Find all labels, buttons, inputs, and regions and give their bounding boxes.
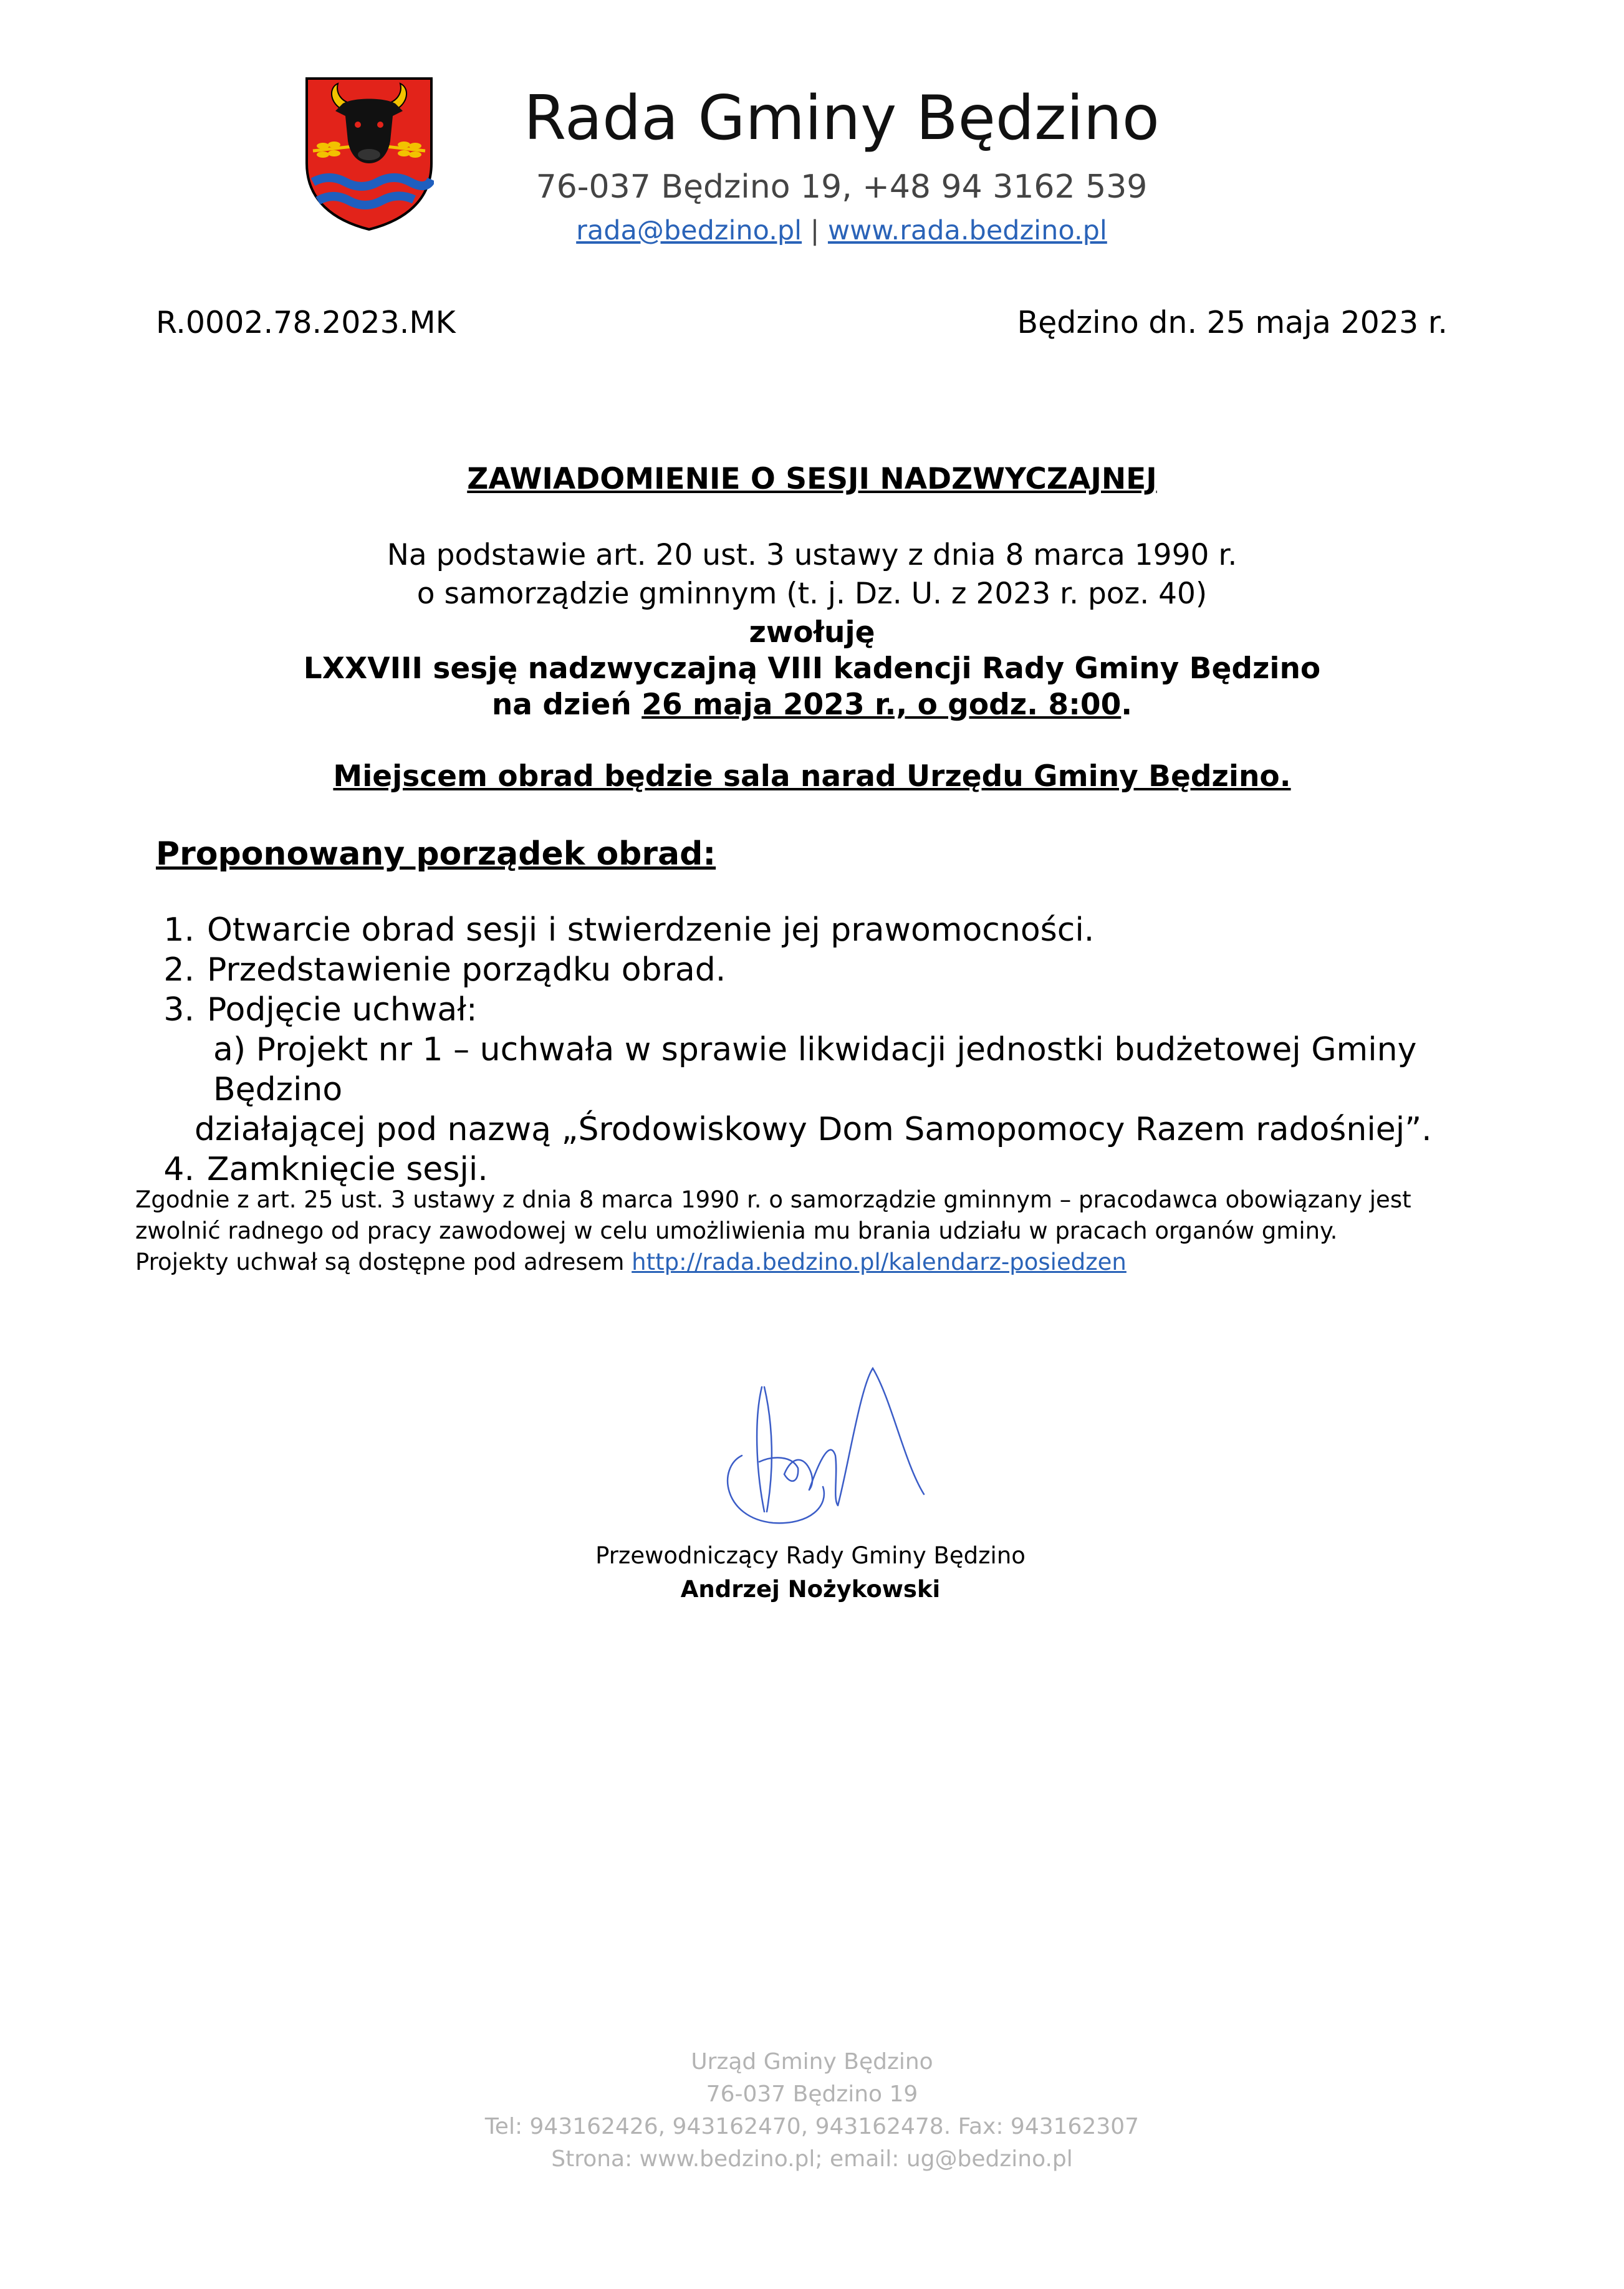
- footer-office-name: Urząd Gminy Będzino: [691, 2049, 933, 2075]
- session-date-suffix: .: [1121, 688, 1133, 722]
- session-date: [0, 686, 1624, 724]
- drafts-prefix: Projekty uchwał są dostępne pod adresem: [135, 1249, 632, 1275]
- coat-of-arms-icon: [304, 76, 434, 231]
- footer-phone-fax: Tel: 943162426, 943162470, 943162478. Fax: 943162307: [484, 2114, 1140, 2139]
- employer-obligation-text: Zgodnie z art. 25 ust. 3 ustawy z dnia 8 marca 1990 r. o samorządzie gminnym – pracodawca obowiązany jest zwolnić radnego od pracy zawodowej w celu umożliwienia mu brania udziału w pracach organów gminy.: [135, 1186, 1411, 1244]
- agenda-item-number: 2.: [163, 951, 195, 989]
- session-date-value: 26 maja 2023 r., o godz. 8:00: [641, 688, 1122, 722]
- signer-title: Przewodniczący Rady Gminy Będzino: [595, 1542, 1026, 1569]
- session-date-prefix: na dzień: [491, 688, 642, 722]
- legal-note: [135, 1184, 1482, 1278]
- drafts-link[interactable]: http://rada.bedzino.pl/kalendarz-posiedzen: [632, 1249, 1127, 1275]
- organization-address: 76-037 Będzino 19, +48 94 3162 539: [536, 168, 1148, 206]
- reference-number: R.0002.78.2023.MK: [156, 305, 456, 340]
- place-and-date: Będzino dn. 25 maja 2023 r.: [1017, 305, 1448, 340]
- legal-basis-line-1: Na podstawie art. 20 ust. 3 ustawy z dnia 8 marca 1990 r.: [387, 538, 1237, 572]
- agenda-item: [143, 910, 1484, 950]
- drafts-availability: [135, 1247, 1482, 1278]
- agenda-item-number: 1.: [163, 911, 195, 949]
- signer-name: Andrzej Nożykowski: [680, 1576, 941, 1603]
- agenda-item-number: 4.: [163, 1151, 195, 1188]
- legal-basis-line-2: o samorządzie gminnym (t. j. Dz. U. z 2023 r. poz. 40): [416, 577, 1208, 611]
- website-link[interactable]: www.rada.bedzino.pl: [827, 215, 1107, 246]
- agenda-heading: Proponowany porządek obrad:: [156, 835, 716, 873]
- session-name: LXXVIII sesję nadzwyczajną VIII kadencji Rady Gminy Będzino: [303, 651, 1321, 686]
- agenda-subitem-line-2: działającej pod nazwą „Środowiskowy Dom Samopomocy Razem radośniej”.: [195, 1111, 1432, 1148]
- agenda-subitem-line-1: a) Projekt nr 1 – uchwała w sprawie likwidacji jednostki budżetowej Gminy Będzino: [213, 1031, 1417, 1108]
- footer-web-email: Strona: www.bedzino.pl; email: ug@bedzino.pl: [551, 2146, 1073, 2172]
- agenda-item: [143, 990, 1484, 1030]
- agenda-list: [143, 910, 1484, 1189]
- footer-address: 76-037 Będzino 19: [706, 2081, 918, 2107]
- handwritten-signature-icon: [704, 1362, 929, 1537]
- agenda-item-text: Podjęcie uchwał:: [207, 991, 478, 1029]
- notice-title: ZAWIADOMIENIE O SESJI NADZWYCZAJNEJ: [467, 462, 1157, 496]
- agenda-item-text: Otwarcie obrad sesji i stwierdzenie jej prawomocności.: [207, 911, 1095, 949]
- convene-word: zwołuję: [749, 615, 875, 650]
- agenda-item: [143, 1149, 1484, 1189]
- session-venue: Miejscem obrad będzie sala narad Urzędu Gminy Będzino.: [333, 759, 1291, 794]
- organization-contact: [436, 212, 1247, 249]
- agenda-item-text: Przedstawienie porządku obrad.: [207, 951, 726, 989]
- contact-separator: |: [810, 215, 820, 246]
- organization-name: Rada Gminy Będzino: [524, 83, 1160, 154]
- email-link[interactable]: rada@bedzino.pl: [576, 215, 802, 246]
- agenda-item-number: 3.: [163, 991, 195, 1029]
- agenda-item: [143, 950, 1484, 990]
- agenda-item-text: Zamknięcie sesji.: [207, 1151, 488, 1188]
